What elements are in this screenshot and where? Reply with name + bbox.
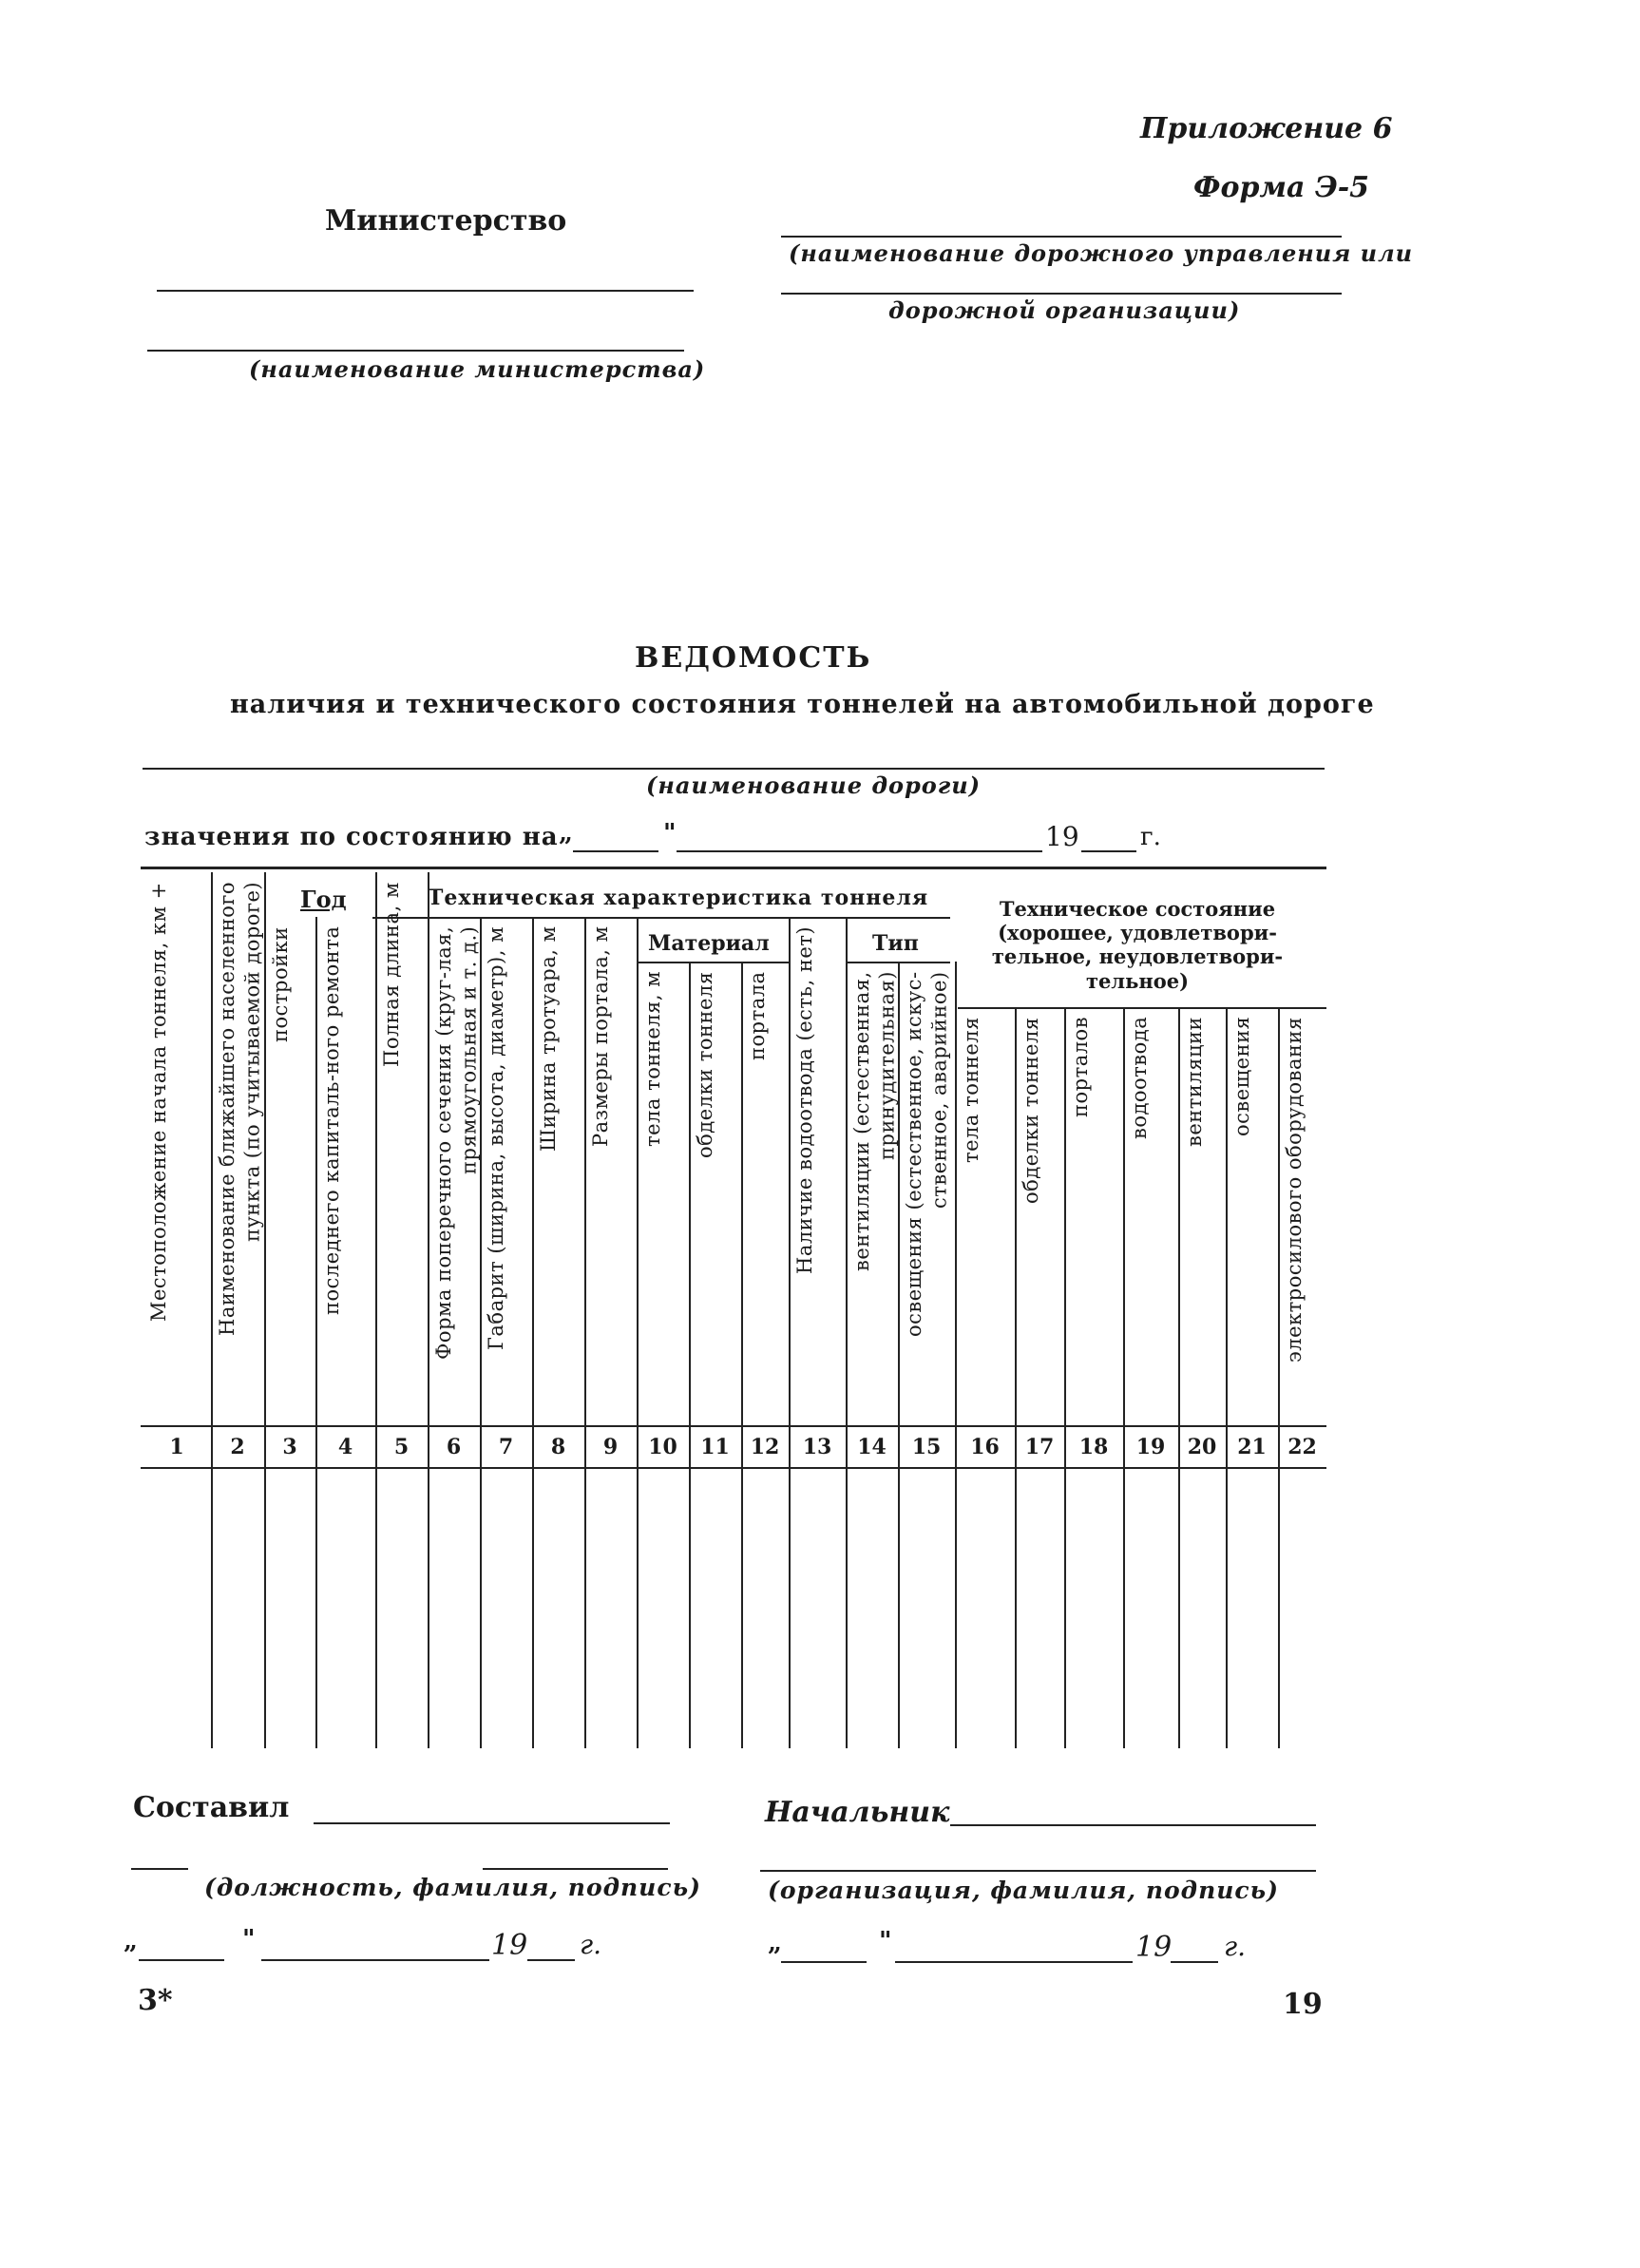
column-number-11: 11 (700, 1435, 730, 1459)
footer-left: 3* (138, 1984, 173, 2017)
ministry-label: Министерство (325, 204, 567, 238)
document-title: ВЕДОМОСТЬ (635, 641, 872, 675)
column-header-11: обделки тоннеля (694, 971, 716, 1158)
column-number-3: 3 (282, 1435, 297, 1459)
org-caption-2: дорожной организации) (888, 296, 1241, 324)
column-header-7: Габарит (ширина, высота, диаметр), м (485, 926, 507, 1350)
column-divider (846, 917, 848, 1748)
compiled-year: 19 (491, 1929, 528, 1962)
chief-year: 19 (1135, 1931, 1173, 1964)
group-material: Материал (648, 931, 770, 956)
column-number-1: 1 (169, 1435, 184, 1459)
state-date-month-line (677, 850, 1042, 852)
column-number-19: 19 (1135, 1435, 1166, 1459)
state-date-day-line (573, 850, 658, 852)
column-header-12: портала (746, 971, 769, 1060)
column-header-13: Наличие водоотвода (есть, нет) (793, 926, 816, 1275)
column-number-13: 13 (802, 1435, 832, 1459)
column-header-3: постройки (269, 926, 292, 1042)
column-number-8: 8 (550, 1435, 566, 1459)
column-header-17: обделки тоннеля (1020, 1017, 1042, 1204)
group-tech: Техническая характеристика тоннеля (428, 886, 929, 910)
column-number-4: 4 (337, 1435, 353, 1459)
org-line-1 (781, 236, 1342, 238)
column-header-1: Местоположение начала тоннеля, км + (147, 882, 170, 1322)
column-number-21: 21 (1237, 1435, 1267, 1459)
ministry-caption: (наименование министерства) (249, 355, 706, 383)
state-date-year-line (1081, 850, 1136, 852)
column-divider (264, 872, 266, 1748)
column-number-2: 2 (230, 1435, 245, 1459)
compiled-g: г. (580, 1929, 602, 1960)
state-date-year: 19 (1045, 821, 1079, 852)
column-number-20: 20 (1187, 1435, 1217, 1459)
column-header-6: Форма поперечного сечения (круг-лая, прямоугольная и т. д.) (432, 926, 481, 1361)
column-divider (1226, 1007, 1228, 1748)
chief-line-2 (760, 1870, 1316, 1872)
column-divider (955, 962, 957, 1748)
column-number-18: 18 (1078, 1435, 1109, 1459)
road-caption: (наименование дороги) (646, 772, 982, 799)
column-header-9: Размеры портала, м (589, 926, 612, 1148)
column-number-7: 7 (498, 1435, 514, 1459)
chief-q1: „ (768, 1929, 782, 1957)
column-number-22: 22 (1287, 1435, 1317, 1459)
column-number-5: 5 (393, 1435, 410, 1459)
column-header-2: Наименование ближайшего населенного пункта (по учитываемой дороге) (216, 882, 264, 1337)
column-header-15: освещения (естественное, искус-ственное, аварийное) (903, 971, 951, 1337)
column-header-18: порталов (1069, 1017, 1092, 1118)
chief-line (950, 1824, 1316, 1826)
compiled-year-line (527, 1959, 575, 1961)
chief-year-line (1171, 1961, 1218, 1963)
column-divider (898, 962, 900, 1748)
ministry-line-2 (147, 350, 684, 352)
state-date-q1: „ (559, 819, 573, 848)
group-year: Год (300, 886, 347, 913)
road-line (143, 768, 1325, 770)
column-header-14: вентиляции (естественная, принудительная) (850, 971, 899, 1271)
state-date-g: г. (1140, 823, 1161, 851)
column-number-17: 17 (1024, 1435, 1055, 1459)
ministry-line-1 (157, 290, 694, 292)
column-divider (1064, 1007, 1066, 1748)
column-header-8: Ширина тротуара, м (537, 926, 560, 1153)
column-header-5: Полная длина, м (380, 882, 403, 1067)
column-header-19: водоотвода (1128, 1017, 1151, 1140)
chief-q2: " (879, 1927, 892, 1955)
page-number: 19 (1283, 1988, 1323, 2021)
column-header-4: последнего капиталь-ного ремонта (320, 926, 343, 1316)
column-number-12: 12 (750, 1435, 780, 1459)
column-number-9: 9 (602, 1435, 619, 1459)
column-divider (1123, 1007, 1125, 1748)
compiled-caption: (должность, фамилия, подпись) (204, 1874, 701, 1901)
column-number-15: 15 (911, 1435, 942, 1459)
column-number-10: 10 (648, 1435, 677, 1459)
compiled-q2: " (242, 1925, 256, 1954)
column-number-16: 16 (970, 1435, 1000, 1459)
column-divider (584, 917, 586, 1748)
column-number-14: 14 (857, 1435, 887, 1459)
state-date-label: значения по состоянию на (144, 823, 559, 851)
column-divider (480, 917, 482, 1748)
column-header-21: освещения (1230, 1017, 1253, 1137)
column-header-20: вентиляции (1183, 1017, 1206, 1147)
column-number-6: 6 (446, 1435, 462, 1459)
column-divider (315, 917, 317, 1748)
chief-g: г. (1224, 1931, 1247, 1962)
compiled-day-line (139, 1959, 224, 1961)
column-divider (532, 917, 534, 1748)
column-divider (428, 872, 429, 1748)
document-subtitle: наличия и технического состояния тоннелей на автомобильной дороге (230, 690, 1375, 719)
compiled-label: Составил (133, 1791, 290, 1824)
column-divider (637, 917, 639, 1748)
column-divider (789, 917, 791, 1748)
org-caption-1: (наименование дорожного управления или (789, 239, 1414, 267)
compiled-line (314, 1822, 670, 1824)
compiled-month-line (261, 1959, 489, 1961)
column-divider (1178, 1007, 1180, 1748)
org-line-2 (781, 293, 1342, 295)
group-condition: Техническое состояние (хорошее, удовлетвори-тельное, неудовлетвори-тельное) (991, 897, 1284, 993)
column-divider (741, 962, 743, 1748)
column-header-10: тела тоннеля, м (641, 971, 664, 1148)
compiled-q1: „ (124, 1927, 138, 1955)
column-divider (689, 962, 691, 1748)
chief-label: Начальник (765, 1796, 950, 1829)
column-header-22: электросилового оборудования (1283, 1017, 1306, 1363)
state-date-q2: " (663, 819, 677, 848)
appendix-label: Приложение 6 (1140, 112, 1393, 145)
column-header-16: тела тоннеля (960, 1017, 982, 1163)
chief-day-line (781, 1961, 867, 1963)
chief-month-line (895, 1961, 1133, 1963)
column-divider (375, 872, 377, 1748)
group-type: Тип (872, 931, 919, 956)
chief-caption: (организация, фамилия, подпись) (768, 1877, 1279, 1904)
column-divider (1278, 1007, 1280, 1748)
compiled-line-2a (131, 1868, 188, 1870)
form-label: Форма Э-5 (1193, 171, 1370, 204)
column-divider (211, 872, 213, 1748)
compiled-line-2b (483, 1868, 668, 1870)
column-divider (1015, 1007, 1017, 1748)
